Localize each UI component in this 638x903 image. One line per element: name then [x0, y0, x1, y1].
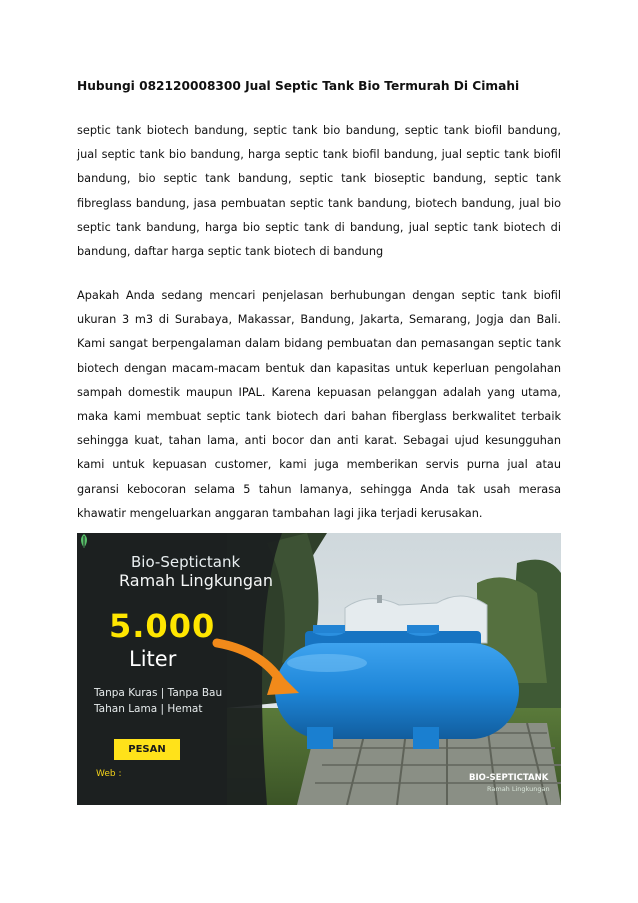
description-paragraph: Apakah Anda sedang mencari penjelasan berhubungan dengan septic tank biofil ukuran 3 m3 di Surabaya, Makassar, Bandung, Jakarta, Semarang, Jogja dan Bali. Kami sangat berpengalaman dalam bidang pembuatan dan pemasangan septic tank biotech dengan macam-macam bentuk dan kapasitas untuk keperluan pengolahan sampah domestik maupun IPAL. Karena kepuasan pelanggan adalah yang utama, maka kami membuat septic tank biotech dari bahan fiberglass berkwalitet terbaik sehingga kuat, tahan lama, anti bocor dan anti karat. Sebagai ujud kesungguhan kami untuk kepuasan customer, kami juga memberikan servis purna jual atau garansi kebocoran selama 5 tahun lamanya, sehingga Anda tak usah merasa khawatir mengeluarkan anggaran tambahan lagi jika terjadi kerusakan.: [77, 289, 561, 520]
banner-features-line2: Tahan Lama | Hemat: [94, 703, 203, 715]
keywords-paragraph: septic tank biotech bandung, septic tank bio bandung, septic tank biofil bandung, jual septic tank bio bandung, harga septic tank biofil bandung, jual septic tank biofil bandung, bio septic tank bandung, septic tank bioseptic bandung, septic tank fibreglass bandung, jasa pembuatan septic tank bandung, biotech bandung, jual bio septic tank bandung, harga bio septic tank di bandung, jual septic tank biotech di bandung, daftar harga septic tank biotech di bandung: [77, 124, 561, 259]
banner-heading-line2: Ramah Lingkungan: [119, 571, 273, 590]
product-banner-image: [77, 533, 561, 805]
leaf-logo-icon: [77, 533, 91, 549]
banner-capacity: 5.000: [109, 607, 216, 645]
banner-web-label: Web :: [96, 769, 122, 779]
banner-heading-line1: Bio-Septictank: [131, 553, 241, 571]
banner-features-line1: Tanpa Kuras | Tanpa Bau: [94, 687, 223, 699]
banner-brand-tagline: Ramah Lingkungan: [487, 785, 550, 793]
order-button[interactable]: PESAN: [114, 739, 180, 760]
document-title: Hubungi 082120008300 Jual Septic Tank Bio Termurah Di Cimahi: [77, 79, 520, 93]
banner-brand-name: BIO-SEPTICTANK: [469, 773, 549, 783]
banner-capacity-unit: Liter: [129, 647, 177, 671]
